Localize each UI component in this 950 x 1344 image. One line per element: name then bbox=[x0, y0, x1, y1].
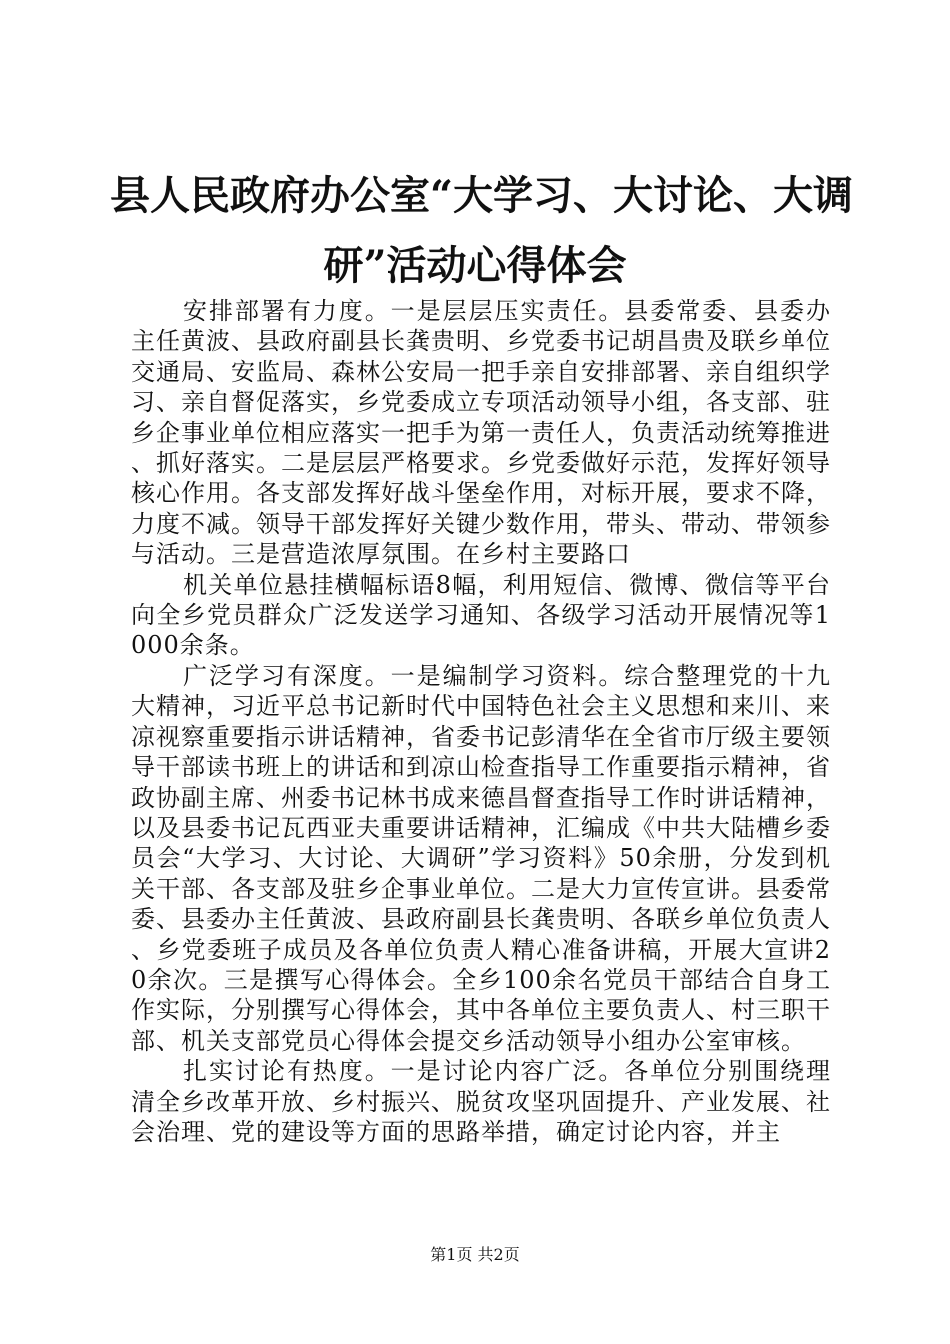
paragraph-arrangement: 安排部署有力度。一是层层压实责任。县委常委、县委办主任黄波、县政府副县长龚贵明、乡党委书记胡昌贵及联乡单位交通局、安监局、森林公安局一把手亲自安排部署、亲自组织学习、亲自督促落实，乡党委成立专项活动领导小组，各支部、驻乡企事业单位相应落实一把手为第一责任人，负责活动统筹推进、抓好落实。二是层层严格要求。乡党委做好示范，发挥好领导核心作用。各支部发挥好战斗堡垒作用，对标开展，要求不降，力度不减。领导干部发挥好关键少数作用，带头、带动、带领参与活动。三是营造浓厚氛围。在乡村主要路口 bbox=[131, 297, 831, 569]
page-footer: 第1页 共2页 bbox=[430, 1245, 520, 1264]
paragraph-discussion: 扎实讨论有热度。一是讨论内容广泛。各单位分别围绕理清全乡改革开放、乡村振兴、脱贫攻坚巩固提升、产业发展、社会治理、党的建设等方面的思路举措，确定讨论内容，并主 bbox=[131, 1057, 831, 1146]
document-title-line-1: 县人民政府办公室“大学习、大讨论、大调 bbox=[110, 172, 854, 219]
paragraph-publicity: 机关单位悬挂横幅标语8幅，利用短信、微博、微信等平台向全乡党员群众广泛发送学习通知、各级学习活动开展情况等1000余条。 bbox=[131, 570, 831, 660]
paragraph-study: 广泛学习有深度。一是编制学习资料。综合整理党的十九大精神，习近平总书记新时代中国特色社会主义思想和来川、来凉视察重要指示讲话精神，省委书记彭清华在全省市厅级主要领导干部读书班上的讲话和到凉山检查指导工作重要指示精神，省政协副主席、州委书记林书成来德昌督查指导工作时讲话精神，以及县委书记瓦西亚夫重要讲话精神，汇编成《中共大陆槽乡委员会“大学习、大讨论、大调研”学习资料》50余册，分发到机关干部、各支部及驻乡企事业单位。二是大力宣传宣讲。县委常委、县委办主任黄波、县政府副县长龚贵明、各联乡单位负责人、乡党委班子成员及各单位负责人精心准备讲稿，开展大宣讲20余次。三是撰写心得体会。全乡100余名党员干部结合自身工作实际，分别撰写心得体会，其中各单位主要负责人、村三职干部、机关支部党员心得体会提交乡活动领导小组办公室审核。 bbox=[131, 661, 831, 1055]
document-body bbox=[131, 296, 831, 1147]
document-title-line-2: 研”活动心得体会 bbox=[323, 242, 627, 289]
